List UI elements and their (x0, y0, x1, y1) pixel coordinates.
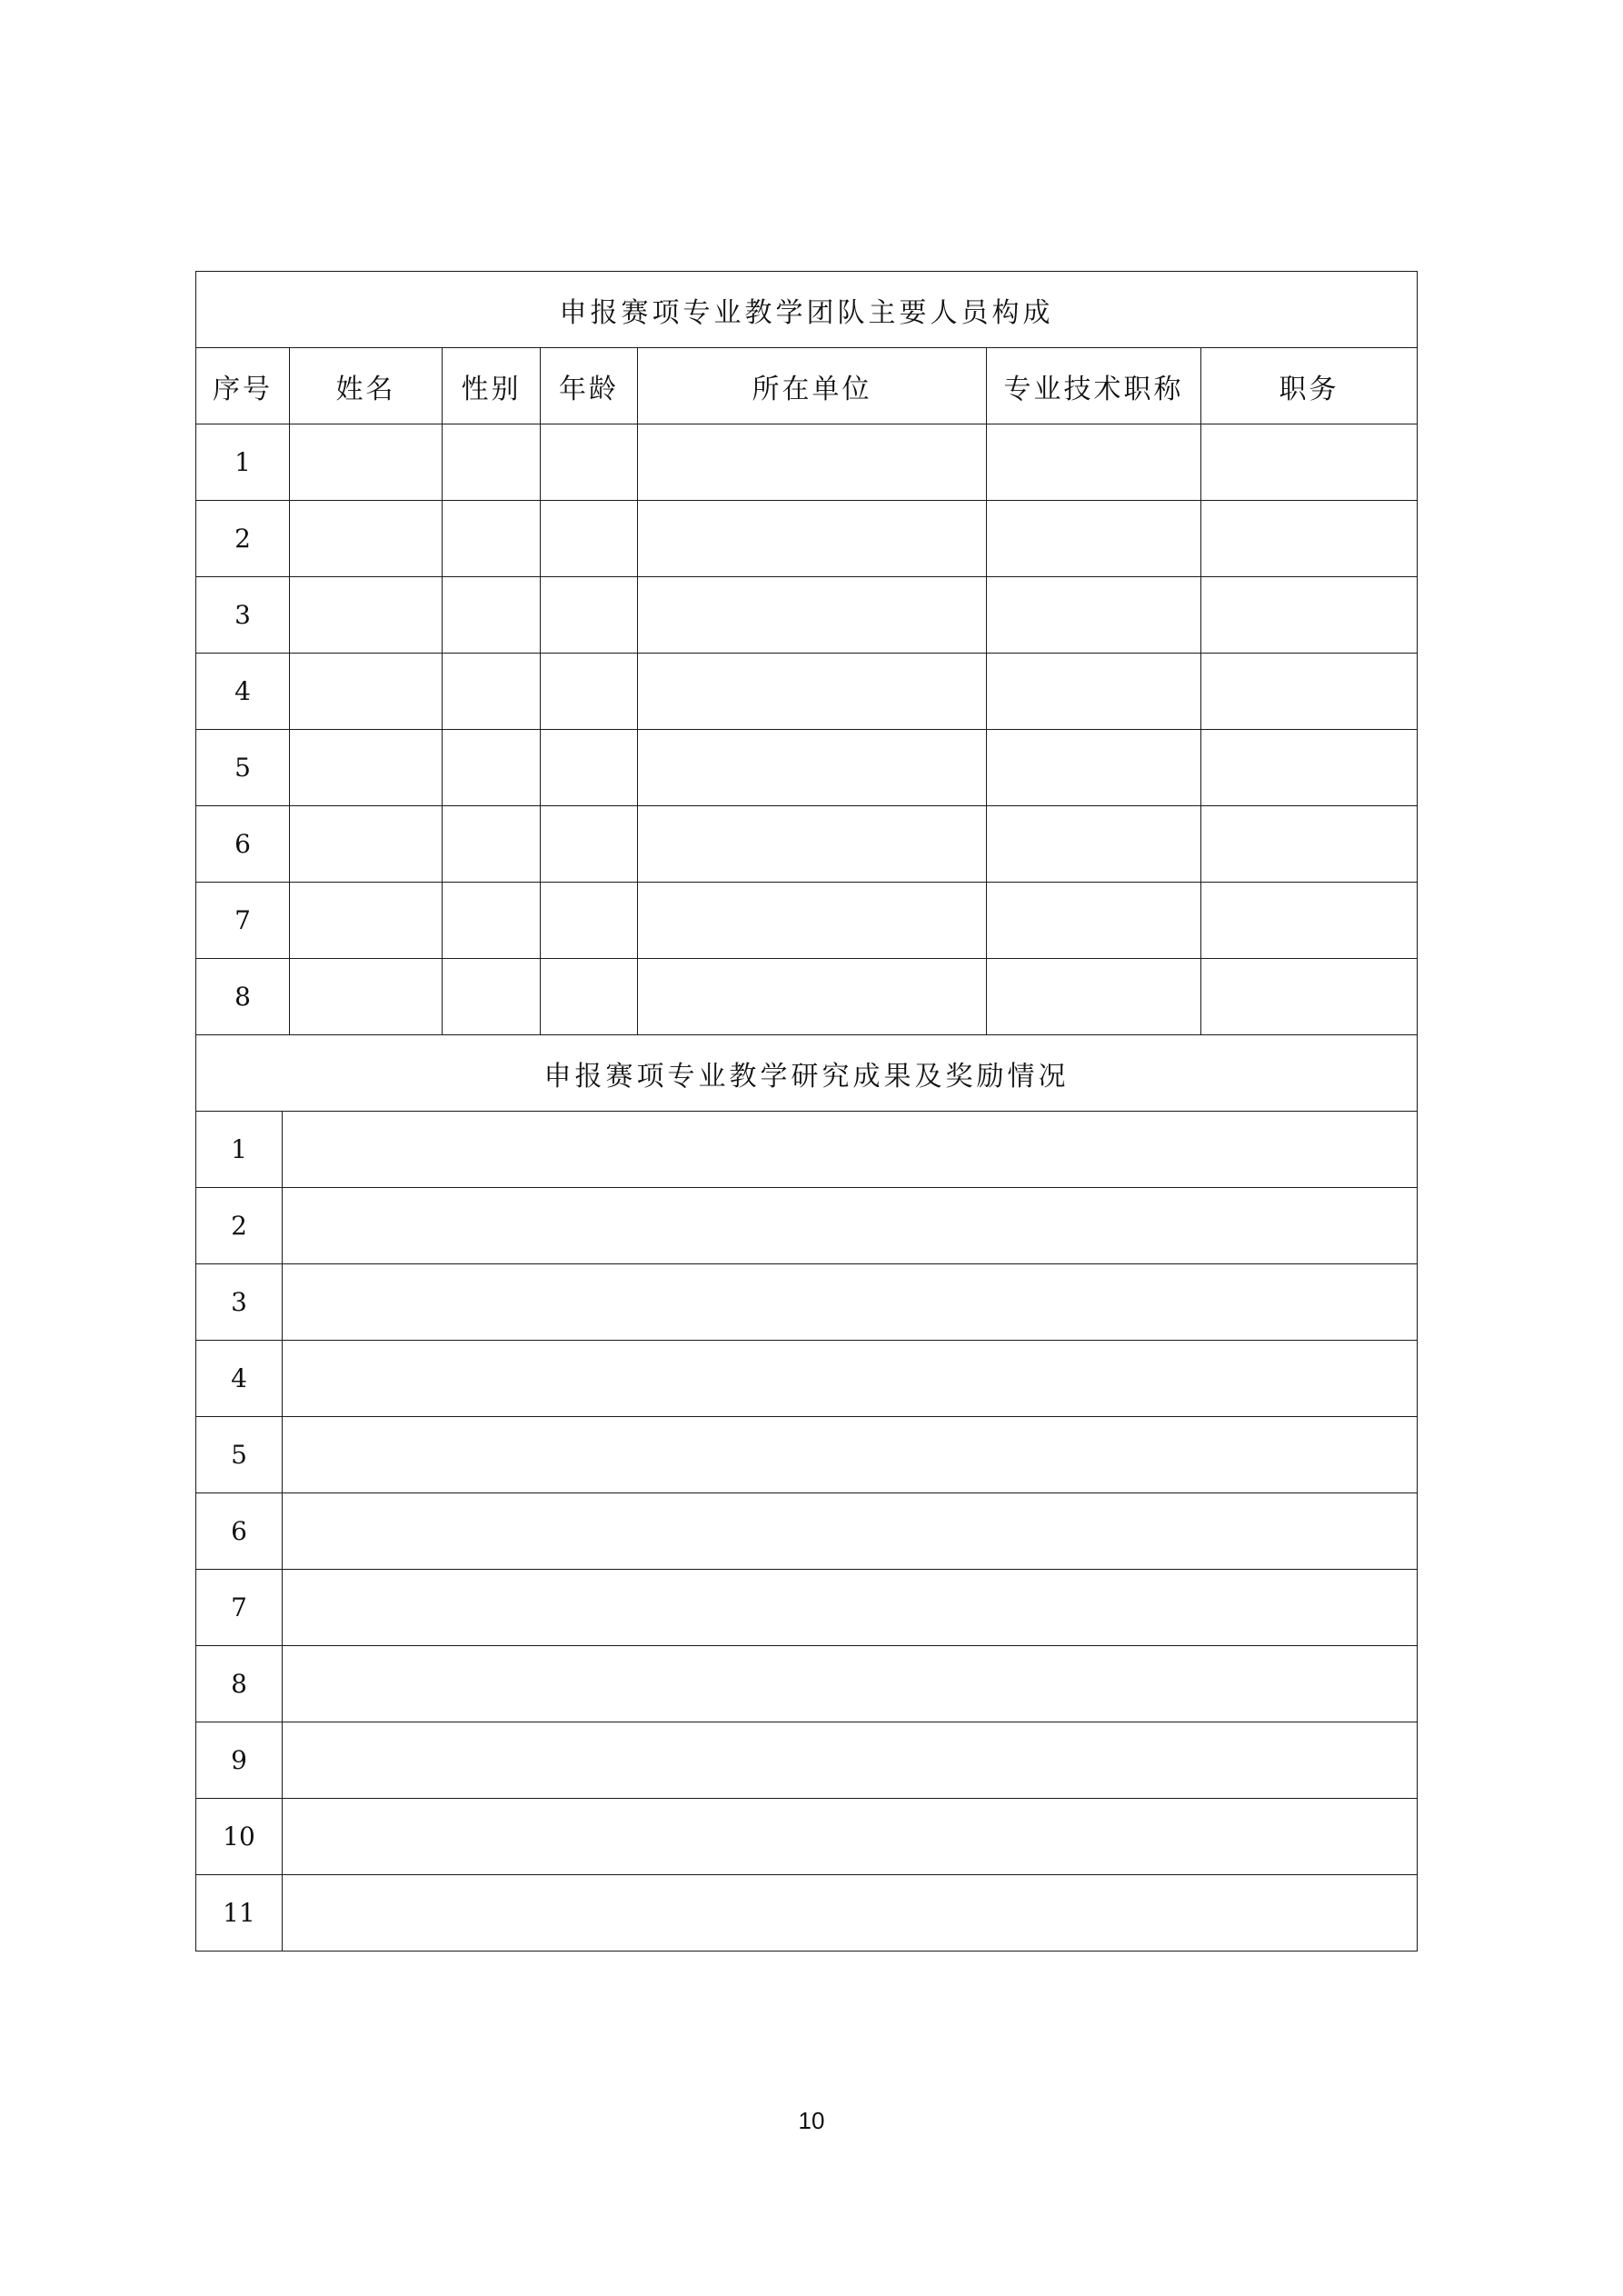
team-name-cell[interactable] (290, 424, 443, 501)
team-age-cell[interactable] (541, 424, 638, 501)
page-number: 10 (798, 2107, 825, 2134)
research-row (196, 1722, 1418, 1799)
research-row-index: 2 (196, 1188, 283, 1264)
team-professional-title-cell[interactable] (987, 424, 1201, 501)
research-row-index: 9 (196, 1722, 283, 1799)
research-content-cell[interactable] (283, 1188, 1418, 1264)
team-gender-cell[interactable] (443, 806, 541, 883)
team-organization-cell[interactable] (638, 883, 987, 959)
research-section-title: 申报赛项专业教学研究成果及奖励情况 (196, 1035, 1418, 1112)
team-gender-cell[interactable] (443, 959, 541, 1035)
research-row (196, 1646, 1418, 1722)
team-position-cell[interactable] (1201, 883, 1418, 959)
team-position-cell[interactable] (1201, 806, 1418, 883)
team-organization-cell[interactable] (638, 501, 987, 577)
research-content-cell[interactable] (283, 1493, 1418, 1570)
team-professional-title-cell[interactable] (987, 806, 1201, 883)
team-organization-cell[interactable] (638, 424, 987, 501)
team-row (196, 730, 1418, 806)
team-age-cell[interactable] (541, 959, 638, 1035)
team-age-cell[interactable] (541, 806, 638, 883)
team-position-cell[interactable] (1201, 730, 1418, 806)
team-row-index: 8 (196, 959, 290, 1035)
header-index: 序号 (196, 348, 290, 424)
team-name-cell[interactable] (290, 883, 443, 959)
team-row (196, 959, 1418, 1035)
team-organization-cell[interactable] (638, 806, 987, 883)
research-content-cell[interactable] (283, 1875, 1418, 1952)
team-row-index: 7 (196, 883, 290, 959)
header-name: 姓名 (290, 348, 443, 424)
research-row (196, 1799, 1418, 1875)
header-organization: 所在单位 (638, 348, 987, 424)
header-position: 职务 (1201, 348, 1418, 424)
team-age-cell[interactable] (541, 577, 638, 654)
team-section-title-row (196, 272, 1418, 348)
team-row-index: 1 (196, 424, 290, 501)
research-row (196, 1493, 1418, 1570)
team-name-cell[interactable] (290, 730, 443, 806)
research-row-index: 5 (196, 1417, 283, 1493)
team-gender-cell[interactable] (443, 424, 541, 501)
team-age-cell[interactable] (541, 654, 638, 730)
research-row (196, 1875, 1418, 1952)
team-age-cell[interactable] (541, 501, 638, 577)
research-row (196, 1570, 1418, 1646)
team-row (196, 424, 1418, 501)
team-gender-cell[interactable] (443, 577, 541, 654)
team-age-cell[interactable] (541, 730, 638, 806)
team-row-index: 2 (196, 501, 290, 577)
research-row-index: 11 (196, 1875, 283, 1952)
team-professional-title-cell[interactable] (987, 654, 1201, 730)
team-position-cell[interactable] (1201, 424, 1418, 501)
team-row (196, 577, 1418, 654)
team-row (196, 501, 1418, 577)
header-gender: 性别 (443, 348, 541, 424)
team-organization-cell[interactable] (638, 654, 987, 730)
research-row (196, 1417, 1418, 1493)
research-row (196, 1112, 1418, 1188)
team-gender-cell[interactable] (443, 654, 541, 730)
header-age: 年龄 (541, 348, 638, 424)
team-row (196, 883, 1418, 959)
research-content-cell[interactable] (283, 1341, 1418, 1417)
team-organization-cell[interactable] (638, 959, 987, 1035)
research-content-cell[interactable] (283, 1417, 1418, 1493)
research-row-index: 10 (196, 1799, 283, 1875)
research-content-cell[interactable] (283, 1264, 1418, 1341)
team-row-index: 4 (196, 654, 290, 730)
team-row (196, 806, 1418, 883)
research-row-index: 7 (196, 1570, 283, 1646)
team-organization-cell[interactable] (638, 577, 987, 654)
team-row-index: 3 (196, 577, 290, 654)
research-content-cell[interactable] (283, 1112, 1418, 1188)
team-position-cell[interactable] (1201, 501, 1418, 577)
research-content-cell[interactable] (283, 1646, 1418, 1722)
research-content-cell[interactable] (283, 1722, 1418, 1799)
team-row-index: 6 (196, 806, 290, 883)
research-row-index: 4 (196, 1341, 283, 1417)
team-header-row (196, 348, 1418, 424)
research-row (196, 1188, 1418, 1264)
team-gender-cell[interactable] (443, 883, 541, 959)
team-gender-cell[interactable] (443, 730, 541, 806)
team-gender-cell[interactable] (443, 501, 541, 577)
team-professional-title-cell[interactable] (987, 730, 1201, 806)
team-name-cell[interactable] (290, 577, 443, 654)
research-row (196, 1264, 1418, 1341)
team-section-title: 申报赛项专业教学团队主要人员构成 (196, 272, 1418, 348)
team-position-cell[interactable] (1201, 654, 1418, 730)
team-name-cell[interactable] (290, 501, 443, 577)
team-age-cell[interactable] (541, 883, 638, 959)
team-organization-cell[interactable] (638, 730, 987, 806)
application-form-table (195, 271, 1418, 1952)
research-row-index: 1 (196, 1112, 283, 1188)
research-row-index: 6 (196, 1493, 283, 1570)
research-row-index: 8 (196, 1646, 283, 1722)
team-professional-title-cell[interactable] (987, 577, 1201, 654)
research-content-cell[interactable] (283, 1799, 1418, 1875)
research-content-cell[interactable] (283, 1570, 1418, 1646)
team-name-cell[interactable] (290, 959, 443, 1035)
team-name-cell[interactable] (290, 654, 443, 730)
team-row-index: 5 (196, 730, 290, 806)
header-professional-title: 专业技术职称 (987, 348, 1201, 424)
research-section-title-row (196, 1035, 1418, 1112)
team-position-cell[interactable] (1201, 577, 1418, 654)
team-professional-title-cell[interactable] (987, 959, 1201, 1035)
research-row-index: 3 (196, 1264, 283, 1341)
team-row (196, 654, 1418, 730)
team-professional-title-cell[interactable] (987, 501, 1201, 577)
team-professional-title-cell[interactable] (987, 883, 1201, 959)
team-position-cell[interactable] (1201, 959, 1418, 1035)
research-row (196, 1341, 1418, 1417)
team-name-cell[interactable] (290, 806, 443, 883)
